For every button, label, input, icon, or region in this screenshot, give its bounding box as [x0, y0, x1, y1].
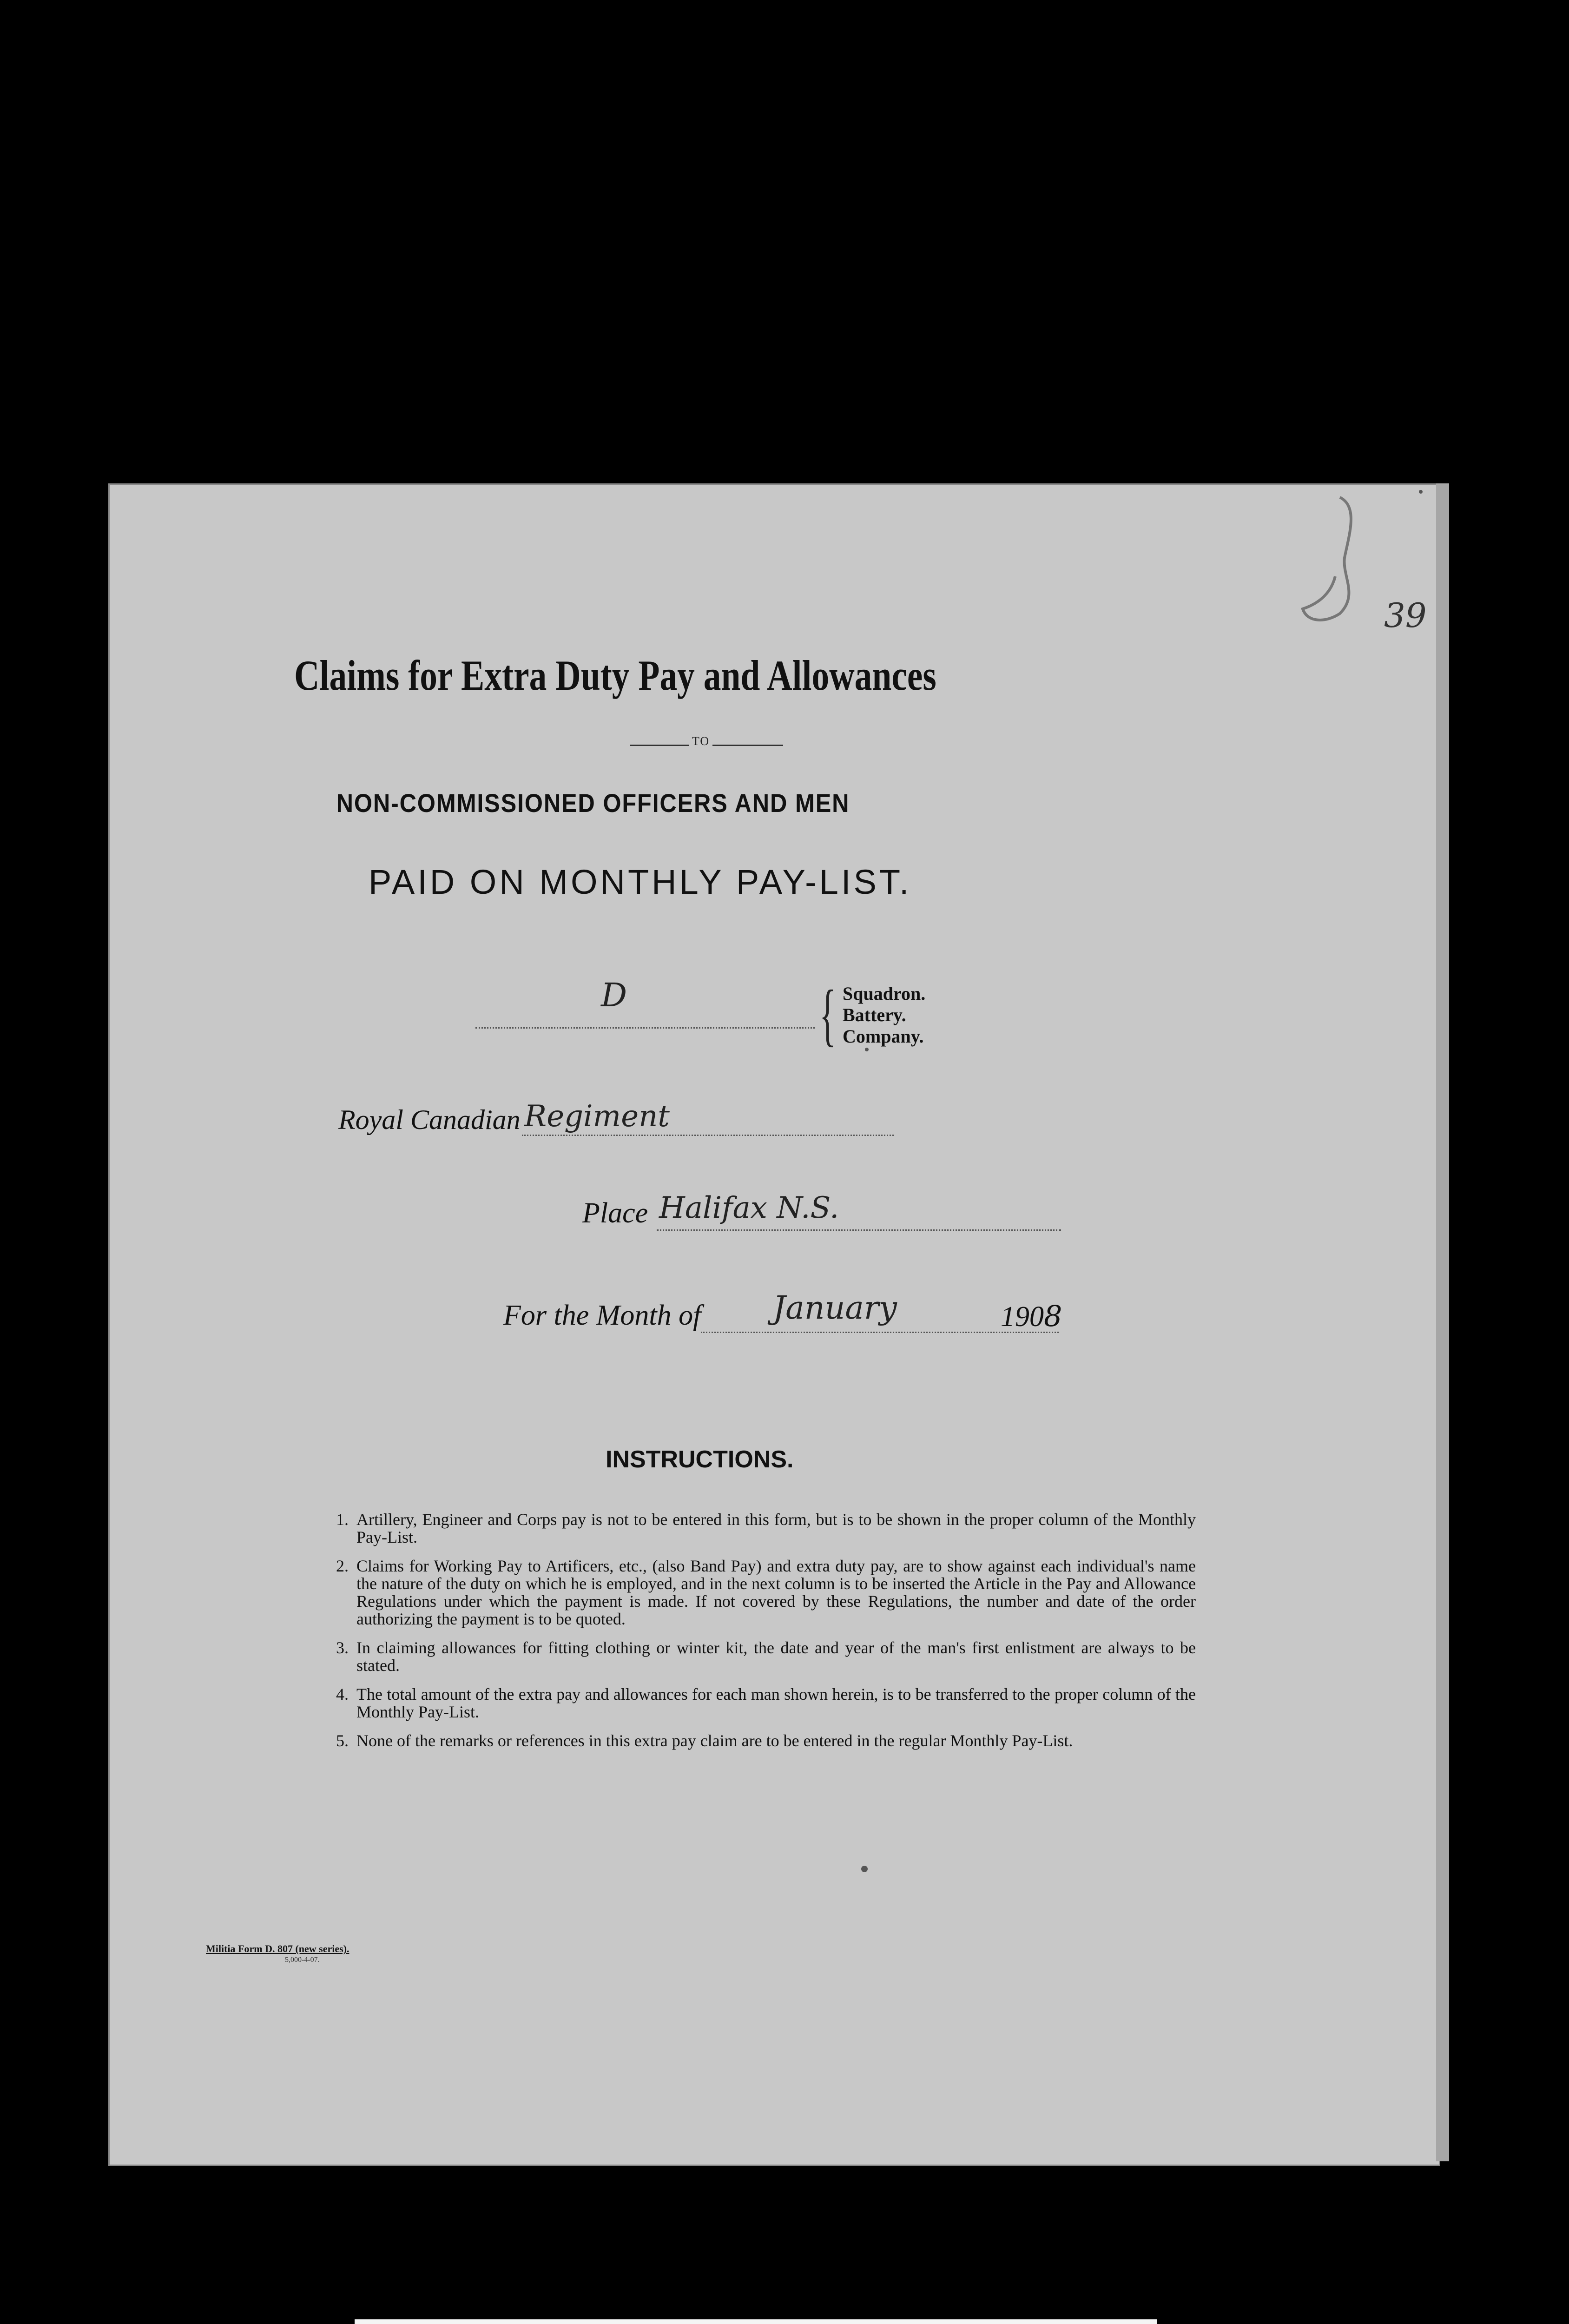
- unit-value: D: [601, 976, 627, 1014]
- instruction-item: [336, 1557, 1196, 1628]
- year-suffix: 8: [1044, 1299, 1062, 1333]
- clip-mark-icon: [1289, 493, 1363, 632]
- instruction-number: 1.: [336, 1510, 349, 1529]
- regiment-label: Royal Canadian: [338, 1104, 521, 1135]
- unit-option-squadron: Squadron.: [843, 983, 926, 1004]
- ink-spot: [861, 1866, 868, 1872]
- instruction-text: Artillery, Engineer and Corps pay is not to be entered in this form, but is to be shown in the proper column of the Monthly Pay-List.: [356, 1510, 1196, 1546]
- instructions-title: INSTRUCTIONS.: [606, 1446, 794, 1473]
- form-title: Claims for Extra Duty Pay and Allowances: [294, 652, 936, 699]
- instruction-text: Claims for Working Pay to Artificers, etc., (also Band Pay) and extra duty pay, are to show against each individual's name the nature of the duty on which he is employed, and in the next column is to be inserted the Article in the Pay and Allowance Regulations under which the payment is made. If not covered by these Regulations, the number and date of the order authorizing the payment is to be quoted.: [356, 1557, 1196, 1628]
- connector-text: TO: [689, 734, 712, 748]
- archive-reference-tag: [355, 2319, 1157, 2324]
- unit-options: [843, 983, 925, 1047]
- instruction-item: [336, 1639, 1196, 1674]
- folio-number: 39: [1384, 596, 1427, 635]
- instruction-item: [336, 1511, 1196, 1546]
- instruction-text: In claiming allowances for fitting clothing or winter kit, the date and year of the man's first enlistment are always to be stated.: [356, 1638, 1196, 1675]
- year-prefix: 190: [1001, 1301, 1044, 1333]
- instruction-text: None of the remarks or references in this extra pay claim are to be entered in the regular Monthly Pay-List.: [356, 1731, 1073, 1750]
- instruction-number: 3.: [336, 1638, 349, 1657]
- month-label: For the Month of: [503, 1300, 701, 1331]
- unit-option-company: Company.: [843, 1026, 924, 1047]
- instruction-item: [336, 1732, 1196, 1750]
- ink-spot: [865, 1048, 869, 1051]
- unit-field-line: [475, 1004, 815, 1029]
- month-value: January: [773, 1290, 897, 1327]
- form-identifier: Militia Form D. 807 (new series).: [206, 1943, 349, 1954]
- page-edge: [1436, 483, 1449, 2161]
- brace-icon: {: [819, 976, 836, 1053]
- form-subtitle: NON-COMMISSIONED OFFICERS AND MEN: [336, 788, 850, 818]
- form-print-code: 5,000-4-07.: [285, 1956, 320, 1964]
- instruction-item: [336, 1685, 1196, 1721]
- instruction-number: 4.: [336, 1685, 349, 1703]
- form-subtitle-2: PAID ON MONTHLY PAY-LIST.: [369, 863, 912, 901]
- unit-option-battery: Battery.: [843, 1004, 906, 1025]
- document-page: [108, 483, 1440, 2166]
- ink-spot: [1419, 490, 1423, 494]
- regiment-value: Regiment: [524, 1099, 670, 1134]
- place-value: Halifax N.S.: [659, 1191, 839, 1225]
- place-label: Place: [582, 1197, 648, 1229]
- instruction-number: 5.: [336, 1731, 349, 1750]
- instruction-text: The total amount of the extra pay and allowances for each man shown herein, is to be transferred to the proper column of the Monthly Pay-List.: [356, 1685, 1196, 1721]
- instructions-list: [336, 1511, 1196, 1761]
- instruction-number: 2.: [336, 1557, 349, 1575]
- year-label: [1001, 1299, 1062, 1334]
